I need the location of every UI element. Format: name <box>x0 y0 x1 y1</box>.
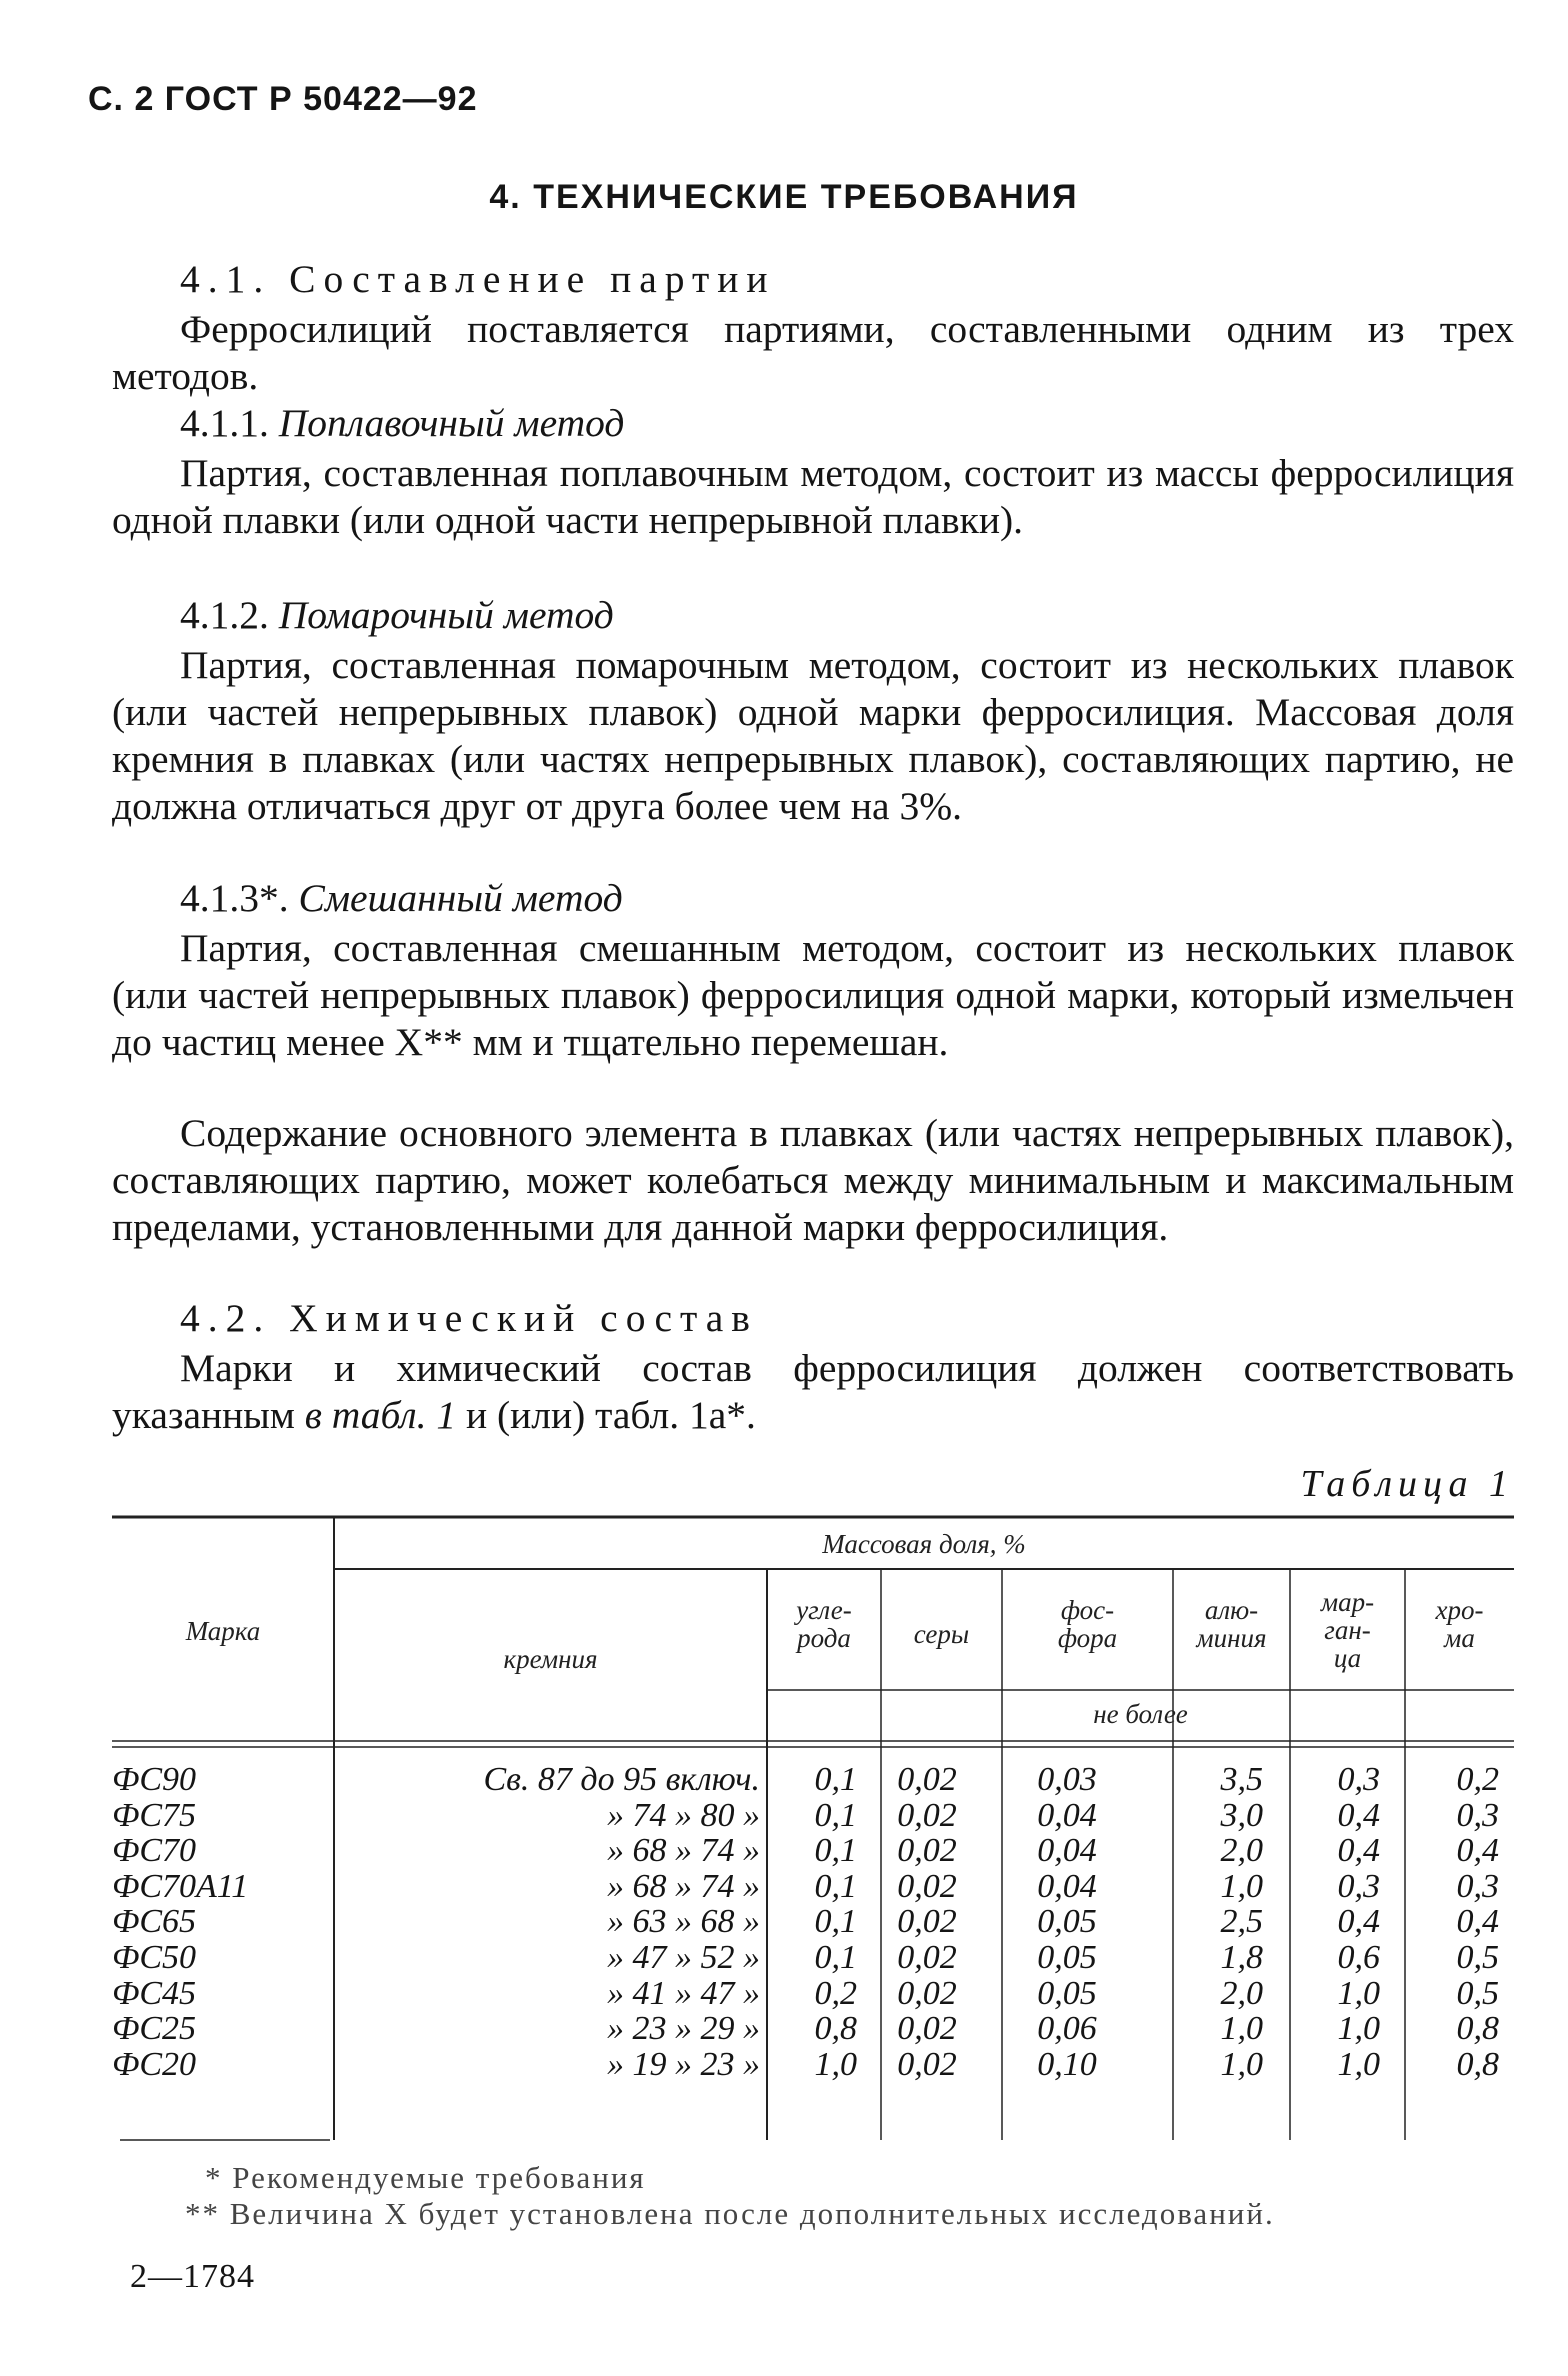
cell-cr: 0,3 <box>1456 1867 1499 1905</box>
cell-al: 1,0 <box>1220 1867 1263 1905</box>
subheader-ne-bolee: не более <box>1093 1699 1188 1729</box>
cell-s: 0,02 <box>897 2045 957 2083</box>
cell-cr: 0,4 <box>1456 1903 1499 1941</box>
cell-mn: 1,0 <box>1337 2010 1380 2048</box>
cell-mn: 0,6 <box>1337 1939 1380 1976</box>
heading-title: Смешанный метод <box>298 876 623 920</box>
heading-4-1: 4.1. Составление партии <box>180 257 776 301</box>
heading-number: 4.1.1. <box>180 401 269 445</box>
col-header-group: Массовая доля, % <box>822 1529 1026 1559</box>
cell-mark: ФС75 <box>112 1796 197 1834</box>
cell-mark: ФС45 <box>112 1974 197 2012</box>
cell-al: 1,0 <box>1220 2010 1263 2048</box>
section-title: 4. ТЕХНИЧЕСКИЕ ТРЕБОВАНИЯ <box>489 178 1079 216</box>
cell-mn: 1,0 <box>1337 1974 1380 2012</box>
cell-s: 0,02 <box>897 1974 957 2012</box>
cell-al: 3,5 <box>1220 1761 1263 1798</box>
cell-al: 2,5 <box>1220 1903 1263 1941</box>
cell-mn: 0,4 <box>1337 1796 1380 1834</box>
cell-al: 3,0 <box>1220 1796 1263 1834</box>
cell-mark: ФС20 <box>112 2045 197 2083</box>
cell-mark: ФС70А11 <box>112 1867 249 1905</box>
cell-mark: ФС70 <box>112 1832 197 1870</box>
table-label: Таблица 1 <box>1300 1463 1514 1505</box>
paragraph-4-1-3-a: Партия, составленная смешанным методом, состоит из нескольких плавок (или частей непрерывных плавок) ферросилиция одной марки, который измельчен до частиц менее X** мм и тщательно перемешан. <box>112 926 1514 1064</box>
table-reference: в табл. 1 <box>304 1393 457 1437</box>
cell-si: » 63 » 68 » <box>607 1903 760 1941</box>
cell-al: 2,0 <box>1220 1832 1263 1870</box>
cell-s: 0,02 <box>897 1903 957 1941</box>
cell-s: 0,02 <box>897 1939 957 1976</box>
paragraph-4-1-1: Партия, составленная поплавочным методом, состоит из массы ферросилиция одной плавки (или одной части непрерывной плавки). <box>112 451 1514 542</box>
cell-cr: 0,3 <box>1456 1796 1499 1834</box>
cell-mn: 0,3 <box>1337 1867 1380 1905</box>
footnote-1: * Рекомендуемые требования <box>205 2160 646 2195</box>
cell-cr: 0,8 <box>1456 2045 1499 2083</box>
cell-c: 0,1 <box>814 1796 857 1834</box>
cell-si: » 19 » 23 » <box>607 2045 760 2083</box>
cell-c: 1,0 <box>814 2045 857 2083</box>
cell-mark: ФС50 <box>112 1939 197 1976</box>
col-header-p: фос- фора <box>1057 1595 1118 1653</box>
cell-c: 0,1 <box>814 1903 857 1941</box>
cell-al: 1,0 <box>1220 2045 1263 2083</box>
cell-cr: 0,5 <box>1456 1974 1499 2012</box>
col-header-c: угле- рода <box>796 1595 852 1653</box>
cell-cr: 0,4 <box>1456 1832 1499 1870</box>
cell-p: 0,05 <box>1037 1974 1097 2012</box>
cell-c: 0,2 <box>814 1974 857 2012</box>
cell-mn: 0,4 <box>1337 1832 1380 1870</box>
cell-al: 2,0 <box>1220 1974 1263 2012</box>
cell-p: 0,04 <box>1037 1796 1097 1834</box>
cell-si: » 68 » 74 » <box>607 1832 760 1870</box>
cell-mark: ФС65 <box>112 1903 197 1941</box>
paragraph-text: и (или) табл. 1а*. <box>465 1393 756 1437</box>
cell-s: 0,02 <box>897 1832 957 1870</box>
paragraph-4-1-2: Партия, составленная помарочным методом, состоит из нескольких плавок (или частей непрерывных плавок) одной марки ферросилиция. Массовая доля кремния в плавках (или частях непрерывных плавок), составляющих партию, не должна отличаться друг от друга более чем на 3%. <box>112 643 1514 828</box>
cell-p: 0,10 <box>1037 2045 1097 2083</box>
cell-si: » 47 » 52 » <box>607 1939 760 1976</box>
cell-cr: 0,5 <box>1456 1939 1499 1976</box>
page-code: 2—1784 <box>130 2258 255 2295</box>
cell-p: 0,05 <box>1037 1939 1097 1976</box>
col-header-cr: хро- ма <box>1435 1595 1484 1653</box>
heading-title: Поплавочный метод <box>278 401 625 445</box>
cell-p: 0,04 <box>1037 1832 1097 1870</box>
cell-p: 0,04 <box>1037 1867 1097 1905</box>
col-header-mn: мар- ган- ца <box>1320 1587 1375 1673</box>
cell-s: 0,02 <box>897 1761 957 1798</box>
cell-mark: ФС25 <box>112 2010 197 2048</box>
col-header-si: кремния <box>503 1644 598 1674</box>
paragraph-4-1-3-b: Содержание основного элемента в плавках (или частях непрерывных плавок), составляющих партию, может колебаться между минимальным и максимальным пределами, установленными для данной марки ферросилиция. <box>112 1111 1514 1249</box>
heading-title: Помарочный метод <box>278 593 614 637</box>
cell-s: 0,02 <box>897 1796 957 1834</box>
cell-mn: 0,3 <box>1337 1761 1380 1798</box>
cell-mn: 1,0 <box>1337 2045 1380 2083</box>
cell-s: 0,02 <box>897 1867 957 1905</box>
cell-c: 0,1 <box>814 1867 857 1905</box>
cell-si: » 41 » 47 » <box>607 1974 760 2012</box>
cell-c: 0,1 <box>814 1761 857 1798</box>
paragraph-text: Марки и химический состав ферросилиция должен соответствовать указанным <box>112 1346 1514 1437</box>
col-header-s: серы <box>913 1619 970 1649</box>
heading-number: 4.1.3*. <box>180 876 289 920</box>
heading-4-2: 4.2. Химический состав <box>180 1296 758 1340</box>
cell-cr: 0,2 <box>1456 1761 1499 1798</box>
cell-mark: ФС90 <box>112 1761 197 1798</box>
cell-mn: 0,4 <box>1337 1903 1380 1941</box>
cell-c: 0,1 <box>814 1832 857 1870</box>
cell-si: » 68 » 74 » <box>607 1867 760 1905</box>
cell-p: 0,06 <box>1037 2010 1097 2048</box>
col-header-marka: Марка <box>185 1616 261 1646</box>
cell-c: 0,8 <box>814 2010 857 2048</box>
cell-si: Св. 87 до 95 включ. <box>483 1761 760 1798</box>
page-header: С. 2 ГОСТ Р 50422—92 <box>88 80 478 118</box>
paragraph-4-1: Ферросилиций поставляется партиями, составленными одним из трех методов. <box>112 307 1514 398</box>
cell-al: 1,8 <box>1220 1939 1263 1976</box>
cell-cr: 0,8 <box>1456 2010 1499 2048</box>
cell-c: 0,1 <box>814 1939 857 1976</box>
footnote-2: ** Величина X будет установлена после дополнительных исследований. <box>185 2196 1275 2231</box>
col-header-al: алю- миния <box>1196 1595 1267 1653</box>
cell-p: 0,05 <box>1037 1903 1097 1941</box>
cell-s: 0,02 <box>897 2010 957 2048</box>
cell-p: 0,03 <box>1037 1761 1097 1798</box>
heading-number: 4.1.2. <box>180 593 269 637</box>
cell-si: » 74 » 80 » <box>607 1796 760 1834</box>
cell-si: » 23 » 29 » <box>607 2010 760 2048</box>
